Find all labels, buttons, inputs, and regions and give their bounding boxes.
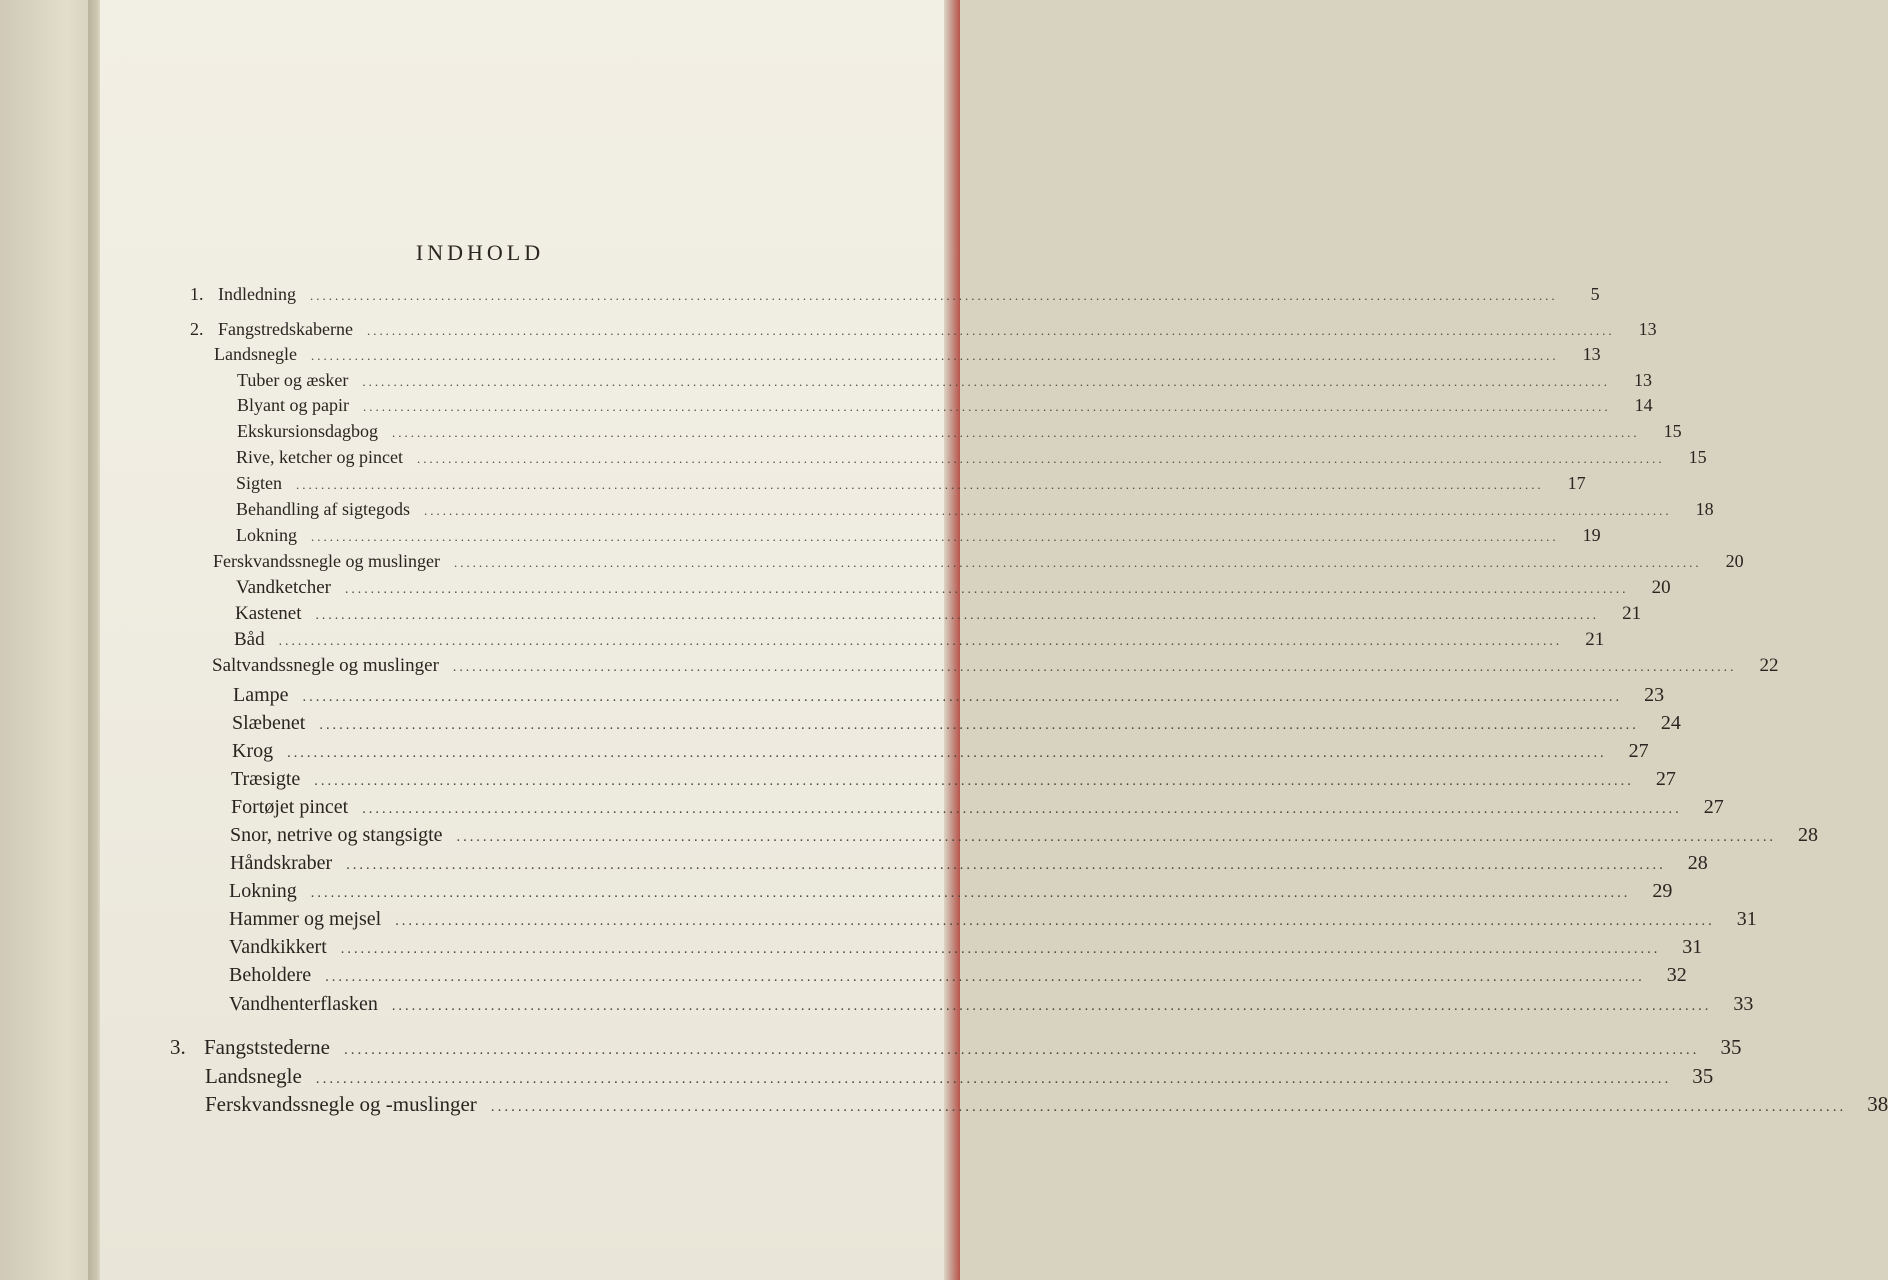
toc-entry-page: 31 xyxy=(1736,908,1757,930)
toc-entry xyxy=(237,395,1653,416)
dot-leader: ........................................................................................................................................................................................................ xyxy=(416,451,1665,466)
toc-entry-label: Snor, netrive og stangsigte xyxy=(230,824,443,846)
toc-entry-page: 22 xyxy=(1759,655,1779,676)
dot-leader: ........................................................................................................................................................................................................ xyxy=(344,581,1629,596)
dot-leader: ........................................................................................................................................................................................................ xyxy=(391,998,1712,1014)
toc-entry xyxy=(190,284,1600,305)
dot-leader: ........................................................................................................................................................................................................ xyxy=(423,503,1672,518)
toc-entry-label: Fangstredskaberne xyxy=(218,319,353,339)
toc-entry-page: 38 xyxy=(1867,1092,1888,1116)
toc-entry xyxy=(234,629,1605,651)
toc-entry-number: 3. xyxy=(170,1035,186,1059)
toc-entry-number: 1. xyxy=(190,284,204,304)
toc-entry-label: Vandketcher xyxy=(236,577,331,598)
dot-leader: ........................................................................................................................................................................................................ xyxy=(310,885,1631,901)
toc-entry xyxy=(237,370,1652,391)
toc-entry-page: 35 xyxy=(1720,1035,1742,1059)
toc-entry-label: Landsnegle xyxy=(205,1064,302,1088)
toc-entry-page: 13 xyxy=(1634,370,1652,390)
dot-leader: ........................................................................................................................................................................................................ xyxy=(278,633,1563,648)
toc-entry-label: Sigten xyxy=(236,473,283,493)
toc-entry xyxy=(232,740,1649,763)
toc-entry-label: Fangststederne xyxy=(204,1035,330,1059)
dot-leader: ........................................................................................................................................................................................................ xyxy=(456,829,1777,845)
dot-leader: ........................................................................................................................................................................................................ xyxy=(452,659,1737,674)
toc-entry-label: Landsnegle xyxy=(214,344,297,364)
dot-leader: ........................................................................................................................................................................................................ xyxy=(362,801,1682,817)
toc-entry-label: Lokning xyxy=(229,880,297,902)
dot-leader: ........................................................................................................................................................................................................ xyxy=(392,425,1640,440)
toc-entry xyxy=(229,993,1754,1016)
toc-entry-number: 2. xyxy=(190,319,204,339)
toc-entry-label: Træsigte xyxy=(231,768,301,790)
dot-leader: ........................................................................................................................................................................................................ xyxy=(325,969,1645,985)
toc-entry-label: Beholdere xyxy=(229,964,312,986)
toc-entry-page: 31 xyxy=(1682,936,1703,958)
toc-entry-label: Lokning xyxy=(236,525,297,545)
toc-entry-page: 32 xyxy=(1666,964,1687,986)
dot-leader: ........................................................................................................................................................................................................ xyxy=(302,689,1623,705)
toc-entry xyxy=(214,344,1601,365)
toc-entry-label: Ferskvandssnegle og muslinger xyxy=(213,551,440,571)
toc-entry-page: 18 xyxy=(1695,499,1714,519)
toc-entry xyxy=(229,936,1703,959)
toc-entry xyxy=(231,768,1676,791)
toc-entry-label: Indledning xyxy=(218,284,296,304)
toc-entry-page: 27 xyxy=(1703,796,1724,818)
toc-entry-page: 33 xyxy=(1733,993,1754,1015)
toc-entry-page: 24 xyxy=(1660,712,1681,734)
toc-entry xyxy=(229,964,1687,987)
toc-entry-page: 28 xyxy=(1687,852,1708,874)
toc-entry xyxy=(231,796,1724,819)
dot-leader: ........................................................................................................................................................................................................ xyxy=(490,1099,1847,1115)
toc-entry xyxy=(170,1035,1742,1060)
toc-entry-page: 15 xyxy=(1663,421,1682,441)
toc-entry-label: Lampe xyxy=(233,684,289,706)
toc-entry xyxy=(236,447,1707,468)
dot-leader: ........................................................................................................................................................................................................ xyxy=(311,529,1559,544)
toc-entry xyxy=(213,551,1744,572)
toc-entry-page: 28 xyxy=(1798,824,1819,846)
toc-entry-label: Slæbenet xyxy=(232,712,306,734)
toc-entry-label: Tuber og æsker xyxy=(237,370,349,390)
toc-entry-page: 13 xyxy=(1582,344,1601,364)
toc-entry-label: Ekskursionsdagbog xyxy=(237,421,378,441)
toc-entry xyxy=(237,421,1682,442)
dot-leader: ........................................................................................................................................................................................................ xyxy=(340,941,1661,957)
toc-entry-page: 35 xyxy=(1692,1064,1714,1088)
dot-leader: ........................................................................................................................................................................................................ xyxy=(314,773,1634,789)
toc-entry xyxy=(212,655,1779,677)
dot-leader: ........................................................................................................................................................................................................ xyxy=(362,399,1611,414)
toc-entry xyxy=(205,1092,1888,1117)
dot-leader: ........................................................................................................................................................................................................ xyxy=(296,477,1544,492)
toc-entry-label: Kastenet xyxy=(235,603,302,624)
toc-entry xyxy=(205,1064,1714,1089)
toc-entry-label: Båd xyxy=(234,629,265,650)
toc-entry-page: 27 xyxy=(1655,768,1676,790)
toc-entry-label: Saltvandssnegle og muslinger xyxy=(212,655,439,676)
toc-entry-page: 13 xyxy=(1638,319,1657,339)
dot-leader: ........................................................................................................................................................................................................ xyxy=(315,607,1600,622)
dot-leader: ........................................................................................................................................................................................................ xyxy=(310,288,1558,303)
toc-entry xyxy=(236,499,1714,520)
toc-entry-page: 14 xyxy=(1634,395,1653,415)
dot-leader: ........................................................................................................................................................................................................ xyxy=(310,348,1559,363)
toc-entry xyxy=(229,908,1757,931)
toc-entry-page: 21 xyxy=(1622,603,1642,624)
dot-leader: ........................................................................................................................................................................................................ xyxy=(362,374,1610,389)
dot-leader: ........................................................................................................................................................................................................ xyxy=(315,1071,1672,1087)
dot-leader: ........................................................................................................................................................................................................ xyxy=(346,857,1666,873)
toc-entry-page: 5 xyxy=(1590,284,1600,304)
toc-entry-page: 27 xyxy=(1628,740,1649,762)
toc-entry-label: Behandling af sigtegods xyxy=(236,499,410,519)
dot-leader: ........................................................................................................................................................................................................ xyxy=(366,323,1615,338)
toc-entry xyxy=(190,319,1657,340)
dot-leader: ........................................................................................................................................................................................................ xyxy=(453,555,1702,570)
toc-entry xyxy=(235,603,1642,625)
toc-entry xyxy=(230,852,1708,875)
toc-entry xyxy=(236,577,1671,599)
toc-entry-page: 17 xyxy=(1567,473,1586,493)
toc-entry xyxy=(236,473,1586,494)
toc-entry xyxy=(232,712,1681,735)
toc-entry xyxy=(230,824,1819,847)
toc-entry xyxy=(229,880,1673,903)
dot-leader: ........................................................................................................................................................................................................ xyxy=(343,1042,1700,1058)
toc-entry-label: Vandkikkert xyxy=(229,936,327,958)
dot-leader: ........................................................................................................................................................................................................ xyxy=(319,717,1639,733)
toc-entry-label: Håndskraber xyxy=(230,852,333,874)
toc-entry-page: 20 xyxy=(1725,551,1744,571)
toc-entry-page: 19 xyxy=(1582,525,1601,545)
toc-entry-label: Blyant og papir xyxy=(237,395,349,415)
toc-entry-label: Vandhenterflasken xyxy=(229,993,378,1015)
toc-entry-page: 21 xyxy=(1585,629,1605,650)
toc-entry-label: Hammer og mejsel xyxy=(229,908,382,930)
dot-leader: ........................................................................................................................................................................................................ xyxy=(395,913,1715,929)
toc-entry-label: Ferskvandssnegle og -muslinger xyxy=(205,1092,477,1116)
toc-entry-label: Fortøjet pincet xyxy=(231,796,349,818)
toc-entry-label: Rive, ketcher og pincet xyxy=(236,447,403,467)
toc-entry xyxy=(236,525,1601,546)
toc-entry-page: 15 xyxy=(1688,447,1707,467)
dot-leader: ........................................................................................................................................................................................................ xyxy=(287,745,1607,761)
toc-entry-page: 23 xyxy=(1644,684,1665,706)
toc-entry-page: 29 xyxy=(1652,880,1673,902)
page-title: INDHOLD xyxy=(415,240,545,265)
toc-entry-page: 20 xyxy=(1651,577,1671,598)
toc-entry-label: Krog xyxy=(232,740,274,762)
toc-entry xyxy=(233,684,1665,707)
